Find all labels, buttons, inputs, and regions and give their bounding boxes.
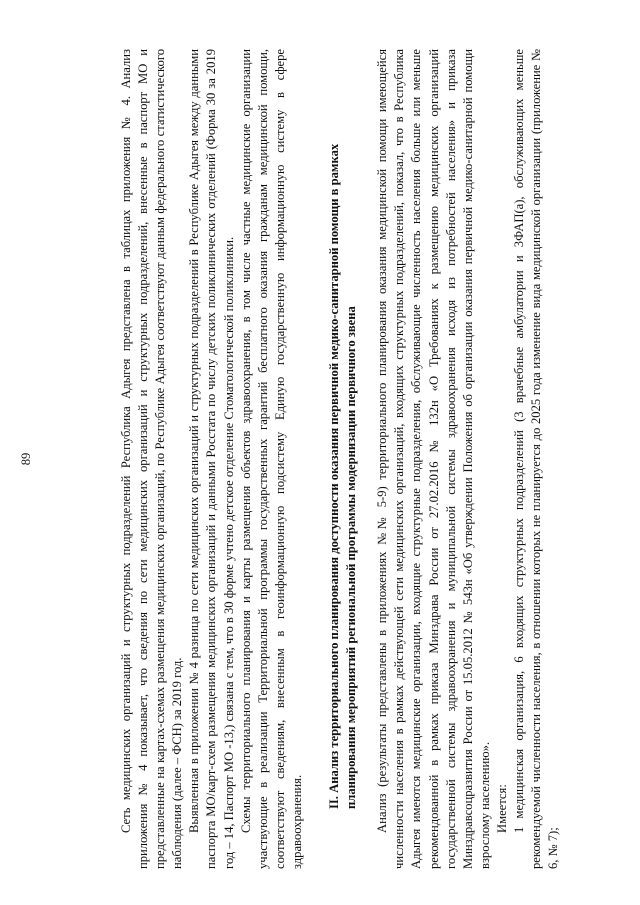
section-heading: II. Анализ территориального планирования доступности оказания первичной медико-санитарной помощи в рамках планирования мероприятий региональной программы модернизации первичного звена <box>327 143 359 809</box>
paragraph-available: Имеется: <box>494 784 509 833</box>
rotated-text-block <box>19 49 600 869</box>
page-number: 89 <box>19 452 33 466</box>
paragraph-discrepancy: Выявленная в приложении № 4 разница по сети медицинских организаций и структурных подразделений в Республике Адыгея между данными паспорта МО/карт-схем размещения медицинских организаций и данными Росстата по числу детских поликлинических отделений (Форма 30 за 2019 год – 14, Паспорт МО -13,) связана с тем, что в 30 форме учтено детское отделение Стоматологической поликлиники. <box>187 49 236 869</box>
paragraph-list-item: 1 медицинская организация, 6 входящих структурных подразделений (3 врачебные амбулатории и 3ФАП(а), обслуживающих меньше рекомендуемой численности населения, в отношении которых не планируется до 2025 года изменение вида медицинской организации (приложение № 6, № 7); <box>511 49 561 869</box>
paragraph-network-overview: Сеть медицинских организаций и структурных подразделений Республика Адыгея представлена в таблицах приложения № 4. Анализ приложения № 4 показывает, что сведения по сети медицинских организаций и структурных подразделений, внесенные в паспорт МО и представленные на картах-схемах размещения медицинских организаций, по Республике Адыгея соответствуют данным федерального статистического наблюдения (далее – ФСН) за 2019 год. <box>119 49 185 869</box>
paragraph-schemes: Схемы территориального планирования и карты размещения объектов здравоохранения, в том числе частные медицинские организации участвующие в реализации Территориальной программы государственных гарантий бесплатного оказания гражданам медицинской помощи, соответствуют сведениям, внесенным в геоинформационную подсистему Единую государственную информационную систему в сфере здравоохранения. <box>238 49 304 869</box>
paragraph-analysis: Анализ (результаты представлены в приложениях №№ 5-9) территориального планирования оказания медицинской помощи имеющейся численности населения в рамках действующей сети медицинских организаций, входящих структурных подразделений, показал, что в Республика Адыгея имеются медицинские организации, входящие структурные подразделения, обслуживающие численность населения больше или меньше рекомендованной в рамках приказа Минздрава России от 27.02.2016 № 132н «О Требованиях к размещению медицинских организаций государственной системы здравоохранения и муниципальной системы здравоохранения исходя из потребностей населения» и приказа Минздравсоцразвития России от 15.05.2012 № 543н «Об утверждении Положения об организации оказания первичной медико-санитарной помощи взрослому населению». <box>375 49 492 869</box>
